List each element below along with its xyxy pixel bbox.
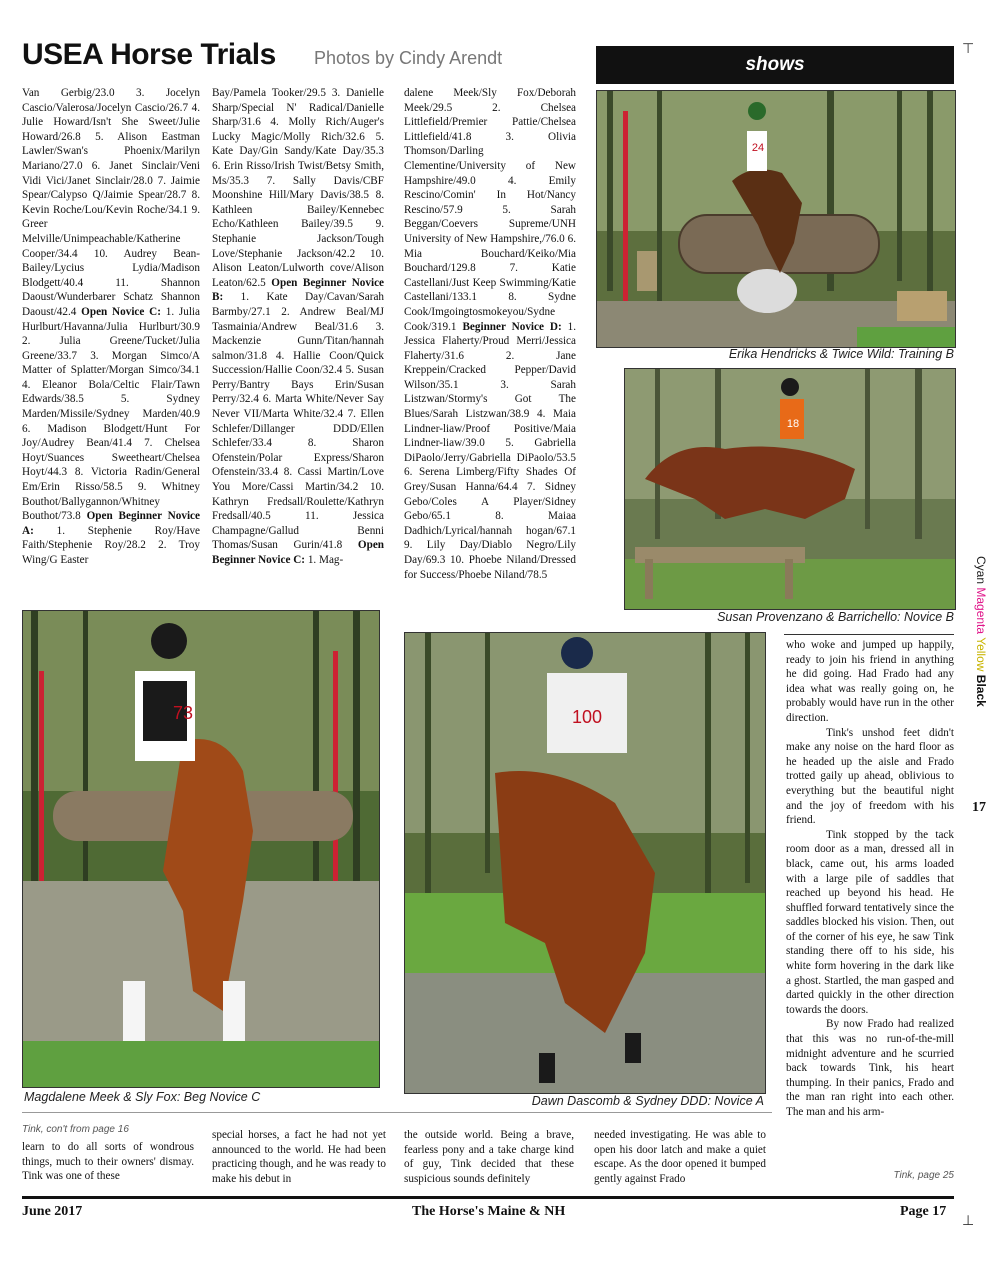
bib-number: 100: [571, 707, 603, 727]
story-column-right: [786, 638, 954, 1120]
results-text: 1. Mag-: [307, 554, 344, 566]
story-paragraph: who woke and jumped up happily, ready to join his friend in anything he did going. Had Frado had any idea what was really going on, he probably would have run in the other direction.: [786, 639, 954, 724]
divider: [784, 634, 954, 635]
section-banner: [596, 46, 954, 84]
photo-caption: Susan Provenzano & Barrichello: Novice B: [717, 610, 954, 624]
story-column-b1: learn to do all sorts of wondrous things, much to their owners' dismay. Tink was one of these: [22, 1141, 194, 1183]
registration-black: Black: [974, 674, 988, 707]
story-paragraph: Tink stopped by the tack room door as a man, dressed all in black, came out, his arms loaded with a large pile of saddles that reached up beyond his head. He shuffled forward tentatively since the saddles blocked his vision. Then, out of the corner of his eye, he saw Tink standing there off to his side, his white form hovering in the dark like a ghost. Startled, the man gasped and darted quickly in the other direction towards the doors.: [786, 828, 954, 1016]
bib-number: 73: [172, 703, 194, 723]
crop-mark-top: ⊤: [962, 40, 975, 56]
results-text: dalene Meek/Sly Fox/Deborah Meek/29.5 2. Chelsea Littlefield/Premier Pattie/Chelsea Littlefield/41.8 3. Olivia Thomson/Darling Clementine/University of New Hampshire/49.0 4. Emily Rescino/Comin' In Hot/Nancy Rescino/57.9 5. Sarah Beggan/Coevers Supreme/UNH University of New Hampshire,/76.0 6. Mia Bouchard/Keiko/Mia Bouchard/129.8 7. Katie Castellani/Just Keep Swimming/Katie Castellani/133.1 8. Sydne Cook/Imgoingtosmokeyou/Sydne Cook/319.1: [404, 87, 576, 333]
division-heading: Open Beginner Novice B:: [212, 276, 384, 304]
results-text: 1. Jessica Flaherty/Proud Merri/Jessica Flaherty/31.6 2. Jane Kreppein/Cracked Pepper/David Wilson/35.1 3. Sarah Listzwan/Stormy's Got The Blues/Sarah Listzwan/38.9 4. Maia Lindner-liaw/Proof Positive/Maia Lindner-liaw/39.0 5. Gabriella DiPaolo/Jerry/Gabriella DiPaolo/53.5 6. Serena Limberg/Fifty Shades Of Grey/Susan Hanna/64.4 7. Sidney Gebo/Coles A Player/Sidney Gebo/65.1 8. Maiaa Dadhich/Lyrical/hannah hogan/67.1 9. Lily Day/Diablo Negro/Lily Day/69.3 10. Phoebe Niland/Dressed for Success/Phoebe Niland/78.5: [404, 320, 577, 581]
results-column-2: [212, 86, 384, 568]
footer-date: June 2017: [22, 1204, 83, 1219]
story-paragraph: By now Frado had realized that this was no run-of-the-mill midnight adventure and he scurried back towards Tink, his heart thumping. In their panics, Frado and the man ran right into each other. The man and his arm-: [786, 1018, 954, 1118]
photo-caption: Erika Hendricks & Twice Wild: Training B: [728, 347, 954, 361]
crop-mark-bottom: ⊥: [962, 1212, 975, 1228]
photo-erika-hendricks: [596, 90, 956, 348]
photo-caption: Magdalene Meek & Sly Fox: Beg Novice C: [24, 1090, 261, 1104]
continued-note: Tink, page 25: [893, 1170, 954, 1181]
story-column-b3: the outside world. Being a brave, fearless pony and a take charge kind of guy, Tink decided that these suspicious sounds definitely: [404, 1129, 574, 1185]
division-heading: Open Beginner Novice A:: [22, 510, 200, 537]
article-title: USEA Horse Trials: [22, 38, 276, 71]
divider: [22, 1112, 772, 1113]
footer-publication: The Horse's Maine & NH: [412, 1204, 566, 1219]
story-column-b4: needed investigating. He was able to open his door latch and make a quiet escape. As the door opened it bumped gently against Frado: [594, 1129, 766, 1185]
registration-yellow: Yellow: [974, 637, 988, 672]
results-text: Bay/Pamela Tooker/29.5 3. Danielle Sharp/Special N' Radical/Danielle Sharp/31.6 4. Molly Rich/Auger's Lucky Magic/Molly Rich/32.6 5. Kate Day/Gin Sandy/Kate Day/35.3 6. Erin Risso/Irish Twist/Betsy Smith, Ms/35.3 7. Sally Davis/CBF Moonshine Hill/Mary Davis/38.5 8. Kathleen Bailey/Kennebec Echo/Kathleen Bailey/39.5 9. Stephanie Jackson/Tough Love/Stephanie Jackson/42.2 10. Alison Leaton/Lulworth cove/Alison Leaton/62.5: [212, 87, 384, 289]
photo-susan-provenzano: [624, 368, 956, 610]
division-heading: Open Novice C:: [81, 305, 161, 318]
photo-magdalene-meek: [22, 610, 380, 1088]
section-label: shows: [745, 54, 805, 75]
story-column-b2: special horses, a fact he had not yet announced to the world. He had been practicing though, and he was ready to make his debut in: [212, 1129, 386, 1185]
results-text: 1. Julia Hurlburt/Havanna/Julia Hurlburt/30.9 2. Julia Greene/Tucket/Julia Greene/33.7 3. Morgan Simco/A Matter of Splatter/Morgan Simco/34.1 4. Eleanor Bola/Celtic Flair/Tawn Edwards/38.5 5. Sydney Marden/Missile/Sydney Marden/40.9 6. Madison Blodgett/Hunt For Joy/Audrey Bean/41.4 7. Chelsea Hoyt/Suances Sweetheart/Chelsea Hoyt/44.3 8. Victoria Radin/General Em/Erin Risso/58.5 9. Whitney Bouthot/Ballygannon/Whitney Bouthot/73.8: [22, 305, 201, 523]
continued-note: Tink, con't from page 16: [22, 1124, 129, 1135]
footer-page: Page 17: [900, 1204, 947, 1219]
story-paragraph: Tink's unshod feet didn't make any noise on the hard floor as he headed up the aisle and Frado trotted gaily up ahead, oblivious to everything but the beautiful night and the joy of freedom with his friend.: [786, 726, 954, 827]
photo-dawn-dascomb: [404, 632, 766, 1094]
footer-rule: [22, 1196, 954, 1199]
photo-caption: Dawn Dascomb & Sydney DDD: Novice A: [531, 1094, 764, 1108]
division-heading: Open Beginner Novice C:: [212, 539, 385, 566]
results-column-3: [404, 86, 576, 582]
results-text: Van Gerbig/23.0 3. Jocelyn Cascio/Valerosa/Jocelyn Cascio/26.7 4. Julie Howard/Isn't She Sweet/Julie Howard/26.8 5. Alison Eastman Lawler/Swan's Phoenix/Marilyn Mariano/27.0 6. Janet Sinclair/Veni Vidi Vici/Janet Sinclair/28.0 7. Jaimie Spear/Calypso Q/Jaimie Spear/28.7 8. Kevin Roche/Lou/Kevin Roche/34.1 9. Greer Melville/Unimpeachable/Katherine Cooper/34.4 10. Audrey Bean-Bailey/Lycius Lydia/Madison Blodgett/40.4 11. Shannon Daoust/Wunderbarer Schatz Shannon Daoust/42.4: [22, 87, 200, 318]
results-text: 1. Kate Day/Cavan/Sarah Barmby/27.1 2. Andrew Beal/MJ Tasmainia/Andrew Beal/31.6 3. Mackenzie Gunn/Titan/hannah salmon/31.8 4. Hallie Coon/Quick Succession/Hallie Coon/32.4 5. Susan Perry/Bantry Bays Erin/Susan Perry/32.4 6. Marta White/Never Say Never VII/Marta White/32.4 7. Ellen Schlefer/Dillanger DDD/Ellen Schlefer/33.4 8. Sharon Ofenstein/Polar Express/Sharon Ofenstein/33.4 8. Cassi Martin/Love You More/Cassi Martin/34.2 10. Kathryn Fredsall/Roulette/Kathryn Fredsall/40.5 11. Jessica Champagne/Gallud Benni Thomas/Susan Gurin/41.8: [212, 291, 385, 552]
division-heading: Beginner Novice D:: [462, 320, 562, 333]
results-text: 1. Stephenie Roy/Have Faith/Stephenie Roy/28.2 2. Troy Wing/G Easter: [22, 524, 201, 566]
color-registration: [970, 556, 990, 736]
registration-cyan: Cyan: [974, 556, 988, 585]
results-column-1: [22, 86, 200, 568]
bib-number: 18: [786, 418, 800, 430]
bib-number: 24: [751, 142, 765, 154]
margin-page-number: 17: [972, 800, 986, 815]
photo-credit: Photos by Cindy Arendt: [314, 48, 503, 68]
registration-magenta: Magenta: [974, 587, 988, 635]
